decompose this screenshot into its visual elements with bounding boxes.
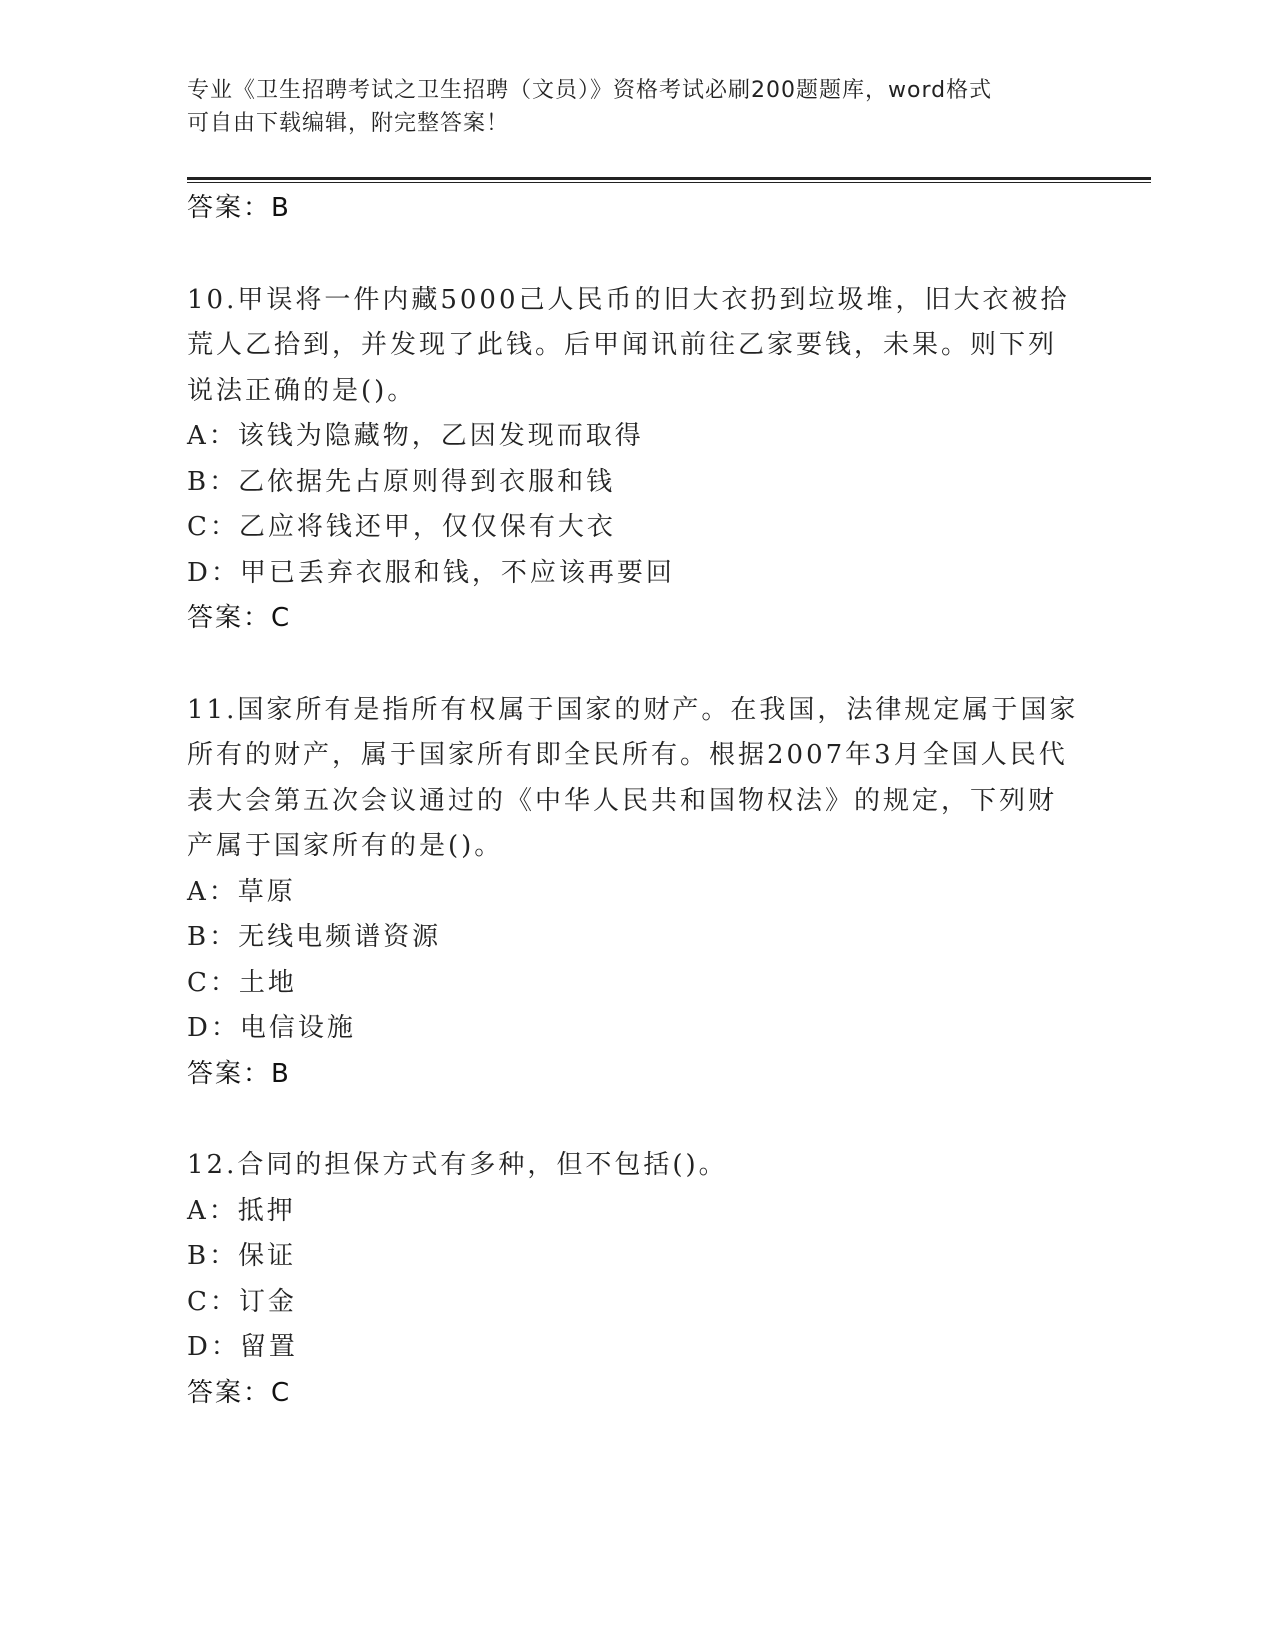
document-body bbox=[187, 186, 1087, 1416]
option-c: C：订金 bbox=[187, 1286, 297, 1317]
option-d: D：留置 bbox=[187, 1332, 298, 1362]
header-line-1: 专业《卫生招聘考试之卫生招聘（文员）》资格考试必刷200题题库，word格式 bbox=[187, 78, 993, 103]
option-b: B：乙依据先占原则得到衣服和钱 bbox=[187, 466, 616, 497]
question-stem-line: 12.合同的担保方式有多种，但不包括()。 bbox=[187, 1150, 728, 1180]
option-b: B：保证 bbox=[187, 1241, 297, 1271]
question-stem-line: 所有的财产，属于国家所有即全民所有。根据2007年3月全国人民代 bbox=[187, 740, 1068, 770]
question-stem-line: 荒人乙拾到，并发现了此钱。后甲闻讯前往乙家要钱，未果。则下列 bbox=[187, 330, 1058, 360]
answer-line: 答案：B bbox=[187, 193, 291, 223]
option-d: D：电信设施 bbox=[187, 1013, 356, 1043]
header-divider-thick bbox=[187, 177, 1151, 180]
answer-line: 答案：B bbox=[187, 1058, 291, 1089]
question-stem-line: 说法正确的是()。 bbox=[187, 375, 417, 406]
question-stem-line: 表大会第五次会议通过的《中华人民共和国物权法》的规定，下列财 bbox=[187, 785, 1058, 816]
question-11 bbox=[187, 688, 1087, 1098]
question-12 bbox=[187, 1143, 1087, 1416]
question-stem-line: 10.甲误将一件内藏5000己人民币的旧大衣扔到垃圾堆，旧大衣被拾 bbox=[187, 284, 1070, 315]
answer-line: 答案：C bbox=[187, 603, 292, 633]
option-a: A：该钱为隐藏物，乙因发现而取得 bbox=[187, 421, 644, 451]
question-stem-line: 11.国家所有是指所有权属于国家的财产。在我国，法律规定属于国家 bbox=[187, 694, 1079, 725]
spacer bbox=[187, 1097, 1087, 1143]
document-header bbox=[187, 74, 1087, 140]
option-b: B：无线电频谱资源 bbox=[187, 922, 442, 952]
option-c: C：乙应将钱还甲，仅仅保有大衣 bbox=[187, 512, 616, 542]
question-stem-line: 产属于国家所有的是()。 bbox=[187, 831, 504, 861]
spacer bbox=[187, 642, 1087, 688]
header-line-2: 可自由下载编辑，附完整答案！ bbox=[187, 111, 510, 136]
spacer bbox=[187, 232, 1087, 278]
option-a: A：草原 bbox=[187, 876, 296, 907]
option-c: C：土地 bbox=[187, 967, 297, 998]
answer-line: 答案：C bbox=[187, 1377, 292, 1408]
option-a: A：抵押 bbox=[187, 1195, 296, 1226]
option-d: D：甲已丢弃衣服和钱，不应该再要回 bbox=[187, 557, 675, 588]
header-divider-thin bbox=[187, 182, 1151, 183]
question-10 bbox=[187, 278, 1087, 642]
